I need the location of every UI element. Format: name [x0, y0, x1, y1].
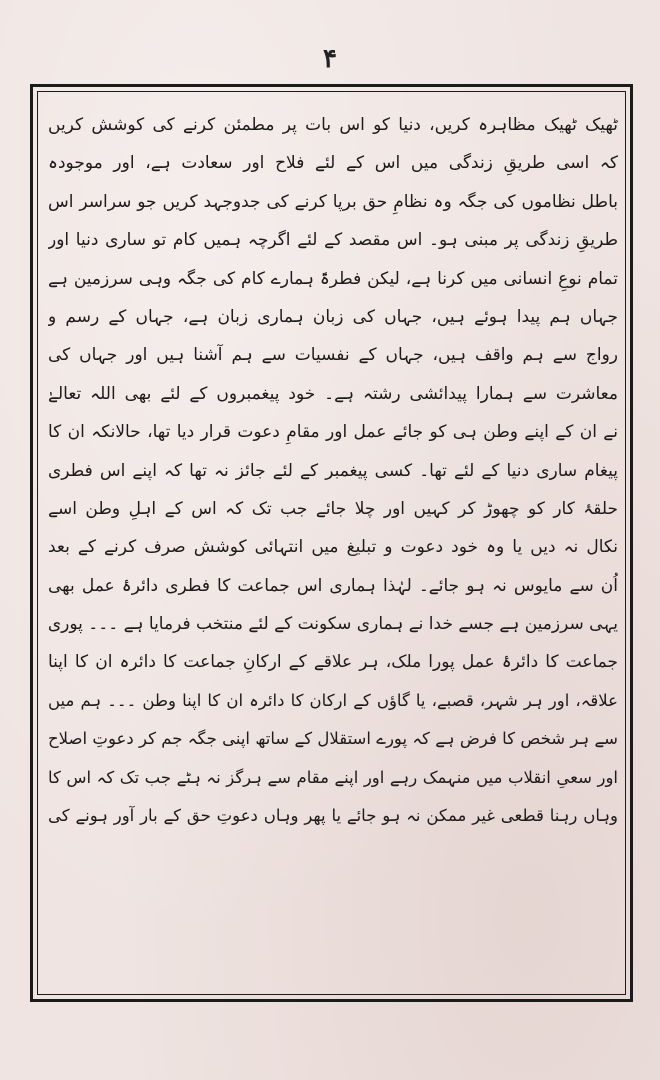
text-line: کہ اسی طریقِ زندگی میں اس کے لئے فلاح اور سعادت ہے، اور موجودہ: [48, 153, 618, 174]
body-text: [48, 106, 618, 986]
text-line: تمام نوعِ انسانی میں کرنا ہے، لیکن فطرۃً ہمارے کام کی جگہ وہی سرزمین ہے: [48, 268, 618, 289]
text-line: اُن سے مایوس نہ ہو جائے۔ لہٰذا ہماری اس جماعت کا فطری دائرۂ عمل بھی: [48, 575, 618, 596]
text-line: سے ہر شخص کا فرض ہے کہ پورے استقلال کے ساتھ اپنی جگہ جم کر دعوتِ اصلاح: [48, 729, 618, 749]
text-line: اور سعیِ انقلاب میں منہمک رہے اور اپنے مقام سے ہرگز نہ ہٹے جب تک کہ اس کا: [48, 767, 618, 787]
text-line: جماعت کا دائرۂ عمل پورا ملک، ہر علاقے کے ارکانِ جماعت کا دائرہ ان کا اپنا: [48, 652, 618, 673]
text-line: جہاں ہم پیدا ہوئے ہیں، جہاں کی زبان ہماری زبان ہے، جہاں کے رسم و: [48, 306, 618, 327]
text-line: معاشرت سے ہمارا پیدائشی رشتہ ہے۔ خود پیغمبروں کے لئے بھی اللہ تعالےٰ: [48, 383, 618, 404]
text-line: طریقِ زندگی پر مبنی ہو۔ اس مقصد کے لئے اگرچہ ہمیں کام تو ساری دنیا اور: [48, 230, 618, 251]
text-line: نکال نہ دیں یا وہ خود دعوت و تبلیغ میں انتہائی کوشش صرف کرنے کے بعد: [48, 537, 618, 558]
text-line: ٹھیک ٹھیک مظاہرہ کریں، دنیا کو اس بات پر مطمئن کرنے کی کوشش کریں: [48, 115, 618, 135]
text-line: علاقہ، اور ہر شہر، قصبے، یا گاؤں کے ارکان کا دائرہ ان کا اپنا وطن ۔۔۔ ہم میں: [48, 690, 618, 710]
text-line: حلقۂ کار کو چھوڑ کر کہیں اور چلا جائے جب تک کہ اس کے اہلِ وطن اسے: [48, 498, 618, 519]
text-line: وہاں رہنا قطعی غیر ممکن نہ ہو جائے یا پھر وہاں دعوتِ حق کے بار آور ہونے کی: [48, 806, 618, 826]
text-line: پیغام ساری دنیا کے لئے تھا۔ کسی پیغمبر کے لئے جائز نہ تھا کہ اپنے اس فطری: [48, 460, 618, 481]
text-line: یہی سرزمین ہے جسے خدا نے ہماری سکونت کے لئے منتخب فرمایا ہے ۔۔۔ پوری: [48, 614, 618, 635]
text-line: باطل نظاموں کی جگہ وہ نظامِ حق برپا کرنے کی جدوجہد کریں جو سراسر اس: [48, 191, 618, 212]
text-line: رواج سے ہم واقف ہیں، جہاں کے نفسیات سے ہم آشنا ہیں اور جہاں کی: [48, 345, 618, 366]
page-number: ۴: [323, 44, 337, 74]
text-line: نے ان کے اپنے وطن ہی کو جائے عمل اور مقامِ دعوت قرار دیا تھا، حالانکہ ان کا: [48, 422, 618, 443]
